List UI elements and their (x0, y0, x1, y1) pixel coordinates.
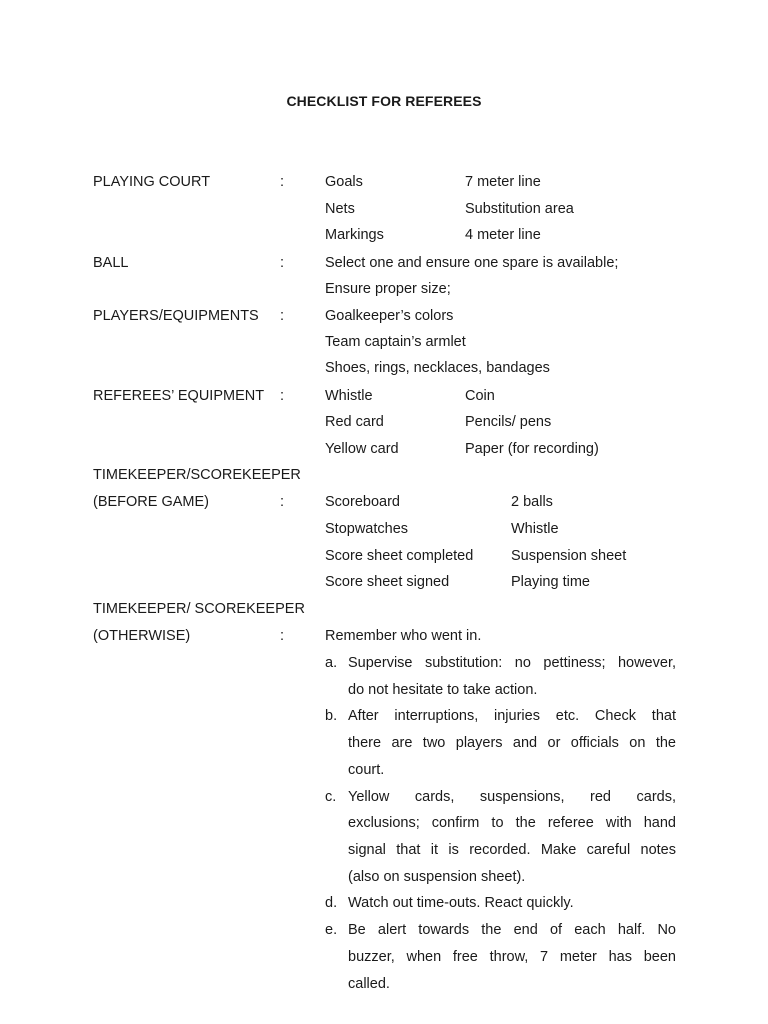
checklist-item: Substitution area (465, 201, 574, 217)
list-item-line: Yellow cards, suspensions, red cards, (348, 789, 676, 805)
checklist-item: Coin (465, 388, 495, 404)
label-colon: : (280, 388, 285, 404)
list-item-line: there are two players and or officials on the (348, 735, 676, 751)
section-label: BALL (93, 255, 129, 271)
checklist-item: 7 meter line (465, 174, 541, 190)
checklist-item: Nets (325, 201, 355, 217)
list-marker: a. (325, 655, 338, 671)
list-item-line: Supervise substitution: no pettiness; however, (348, 655, 676, 671)
list-item-line: After interruptions, injuries etc. Check that (348, 708, 676, 724)
label-colon: : (280, 255, 285, 271)
checklist-item: Team captain’s armlet (325, 334, 466, 350)
list-marker: e. (325, 922, 338, 938)
checklist-item: Suspension sheet (511, 548, 627, 564)
section-label: TIMEKEEPER/SCOREKEEPER (93, 467, 301, 483)
checklist-item: Red card (325, 414, 384, 430)
list-item-line: do not hesitate to take action. (348, 682, 538, 698)
list-item-line: called. (348, 976, 390, 992)
checklist-item: 2 balls (511, 494, 553, 510)
list-marker: c. (325, 789, 337, 805)
checklist-item: Markings (325, 227, 384, 243)
label-colon: : (280, 628, 285, 644)
checklist-item: Pencils/ pens (465, 414, 552, 430)
document-title: CHECKLIST FOR REFEREES (286, 93, 482, 109)
list-item-line: Be alert towards the end of each half. No (348, 922, 676, 938)
list-item-line: court. (348, 762, 385, 778)
checklist-item: Whistle (325, 388, 373, 404)
checklist-intro: Remember who went in. (325, 628, 482, 644)
checklist-item: Paper (for recording) (465, 441, 599, 457)
list-item-line: Watch out time-outs. React quickly. (348, 895, 574, 911)
checklist-item: Select one and ensure one spare is available; (325, 255, 619, 271)
list-marker: b. (325, 708, 338, 724)
checklist-item: Playing time (511, 574, 590, 590)
section-label: (BEFORE GAME) (93, 494, 210, 510)
checklist-item: Stopwatches (325, 521, 409, 537)
list-marker: d. (325, 895, 338, 911)
checklist-item: Shoes, rings, necklaces, bandages (325, 360, 550, 376)
list-item-line: signal that it is recorded. Make careful notes (348, 842, 676, 858)
checklist-item: Goalkeeper’s colors (325, 308, 454, 324)
section-label: REFEREES’ EQUIPMENT (93, 388, 265, 404)
label-colon: : (280, 494, 285, 510)
checklist-item: Yellow card (325, 441, 399, 457)
label-colon: : (280, 308, 285, 324)
list-item-line: buzzer, when free throw, 7 meter has been (348, 949, 676, 965)
section-label: PLAYING COURT (93, 174, 211, 190)
list-item-line: exclusions; confirm to the referee with hand (348, 815, 676, 831)
checklist-item: Score sheet signed (325, 574, 450, 590)
label-colon: : (280, 174, 285, 190)
section-label: TIMEKEEPER/ SCOREKEEPER (93, 601, 305, 617)
list-item-line: (also on suspension sheet). (348, 869, 526, 885)
checklist-item: Scoreboard (325, 494, 400, 510)
section-label: (OTHERWISE) (93, 628, 191, 644)
section-label: PLAYERS/EQUIPMENTS (93, 308, 259, 324)
checklist-item: Ensure proper size; (325, 281, 451, 297)
checklist-item: Goals (325, 174, 363, 190)
checklist-item: 4 meter line (465, 227, 541, 243)
checklist-item: Whistle (511, 521, 559, 537)
checklist-item: Score sheet completed (325, 548, 474, 564)
